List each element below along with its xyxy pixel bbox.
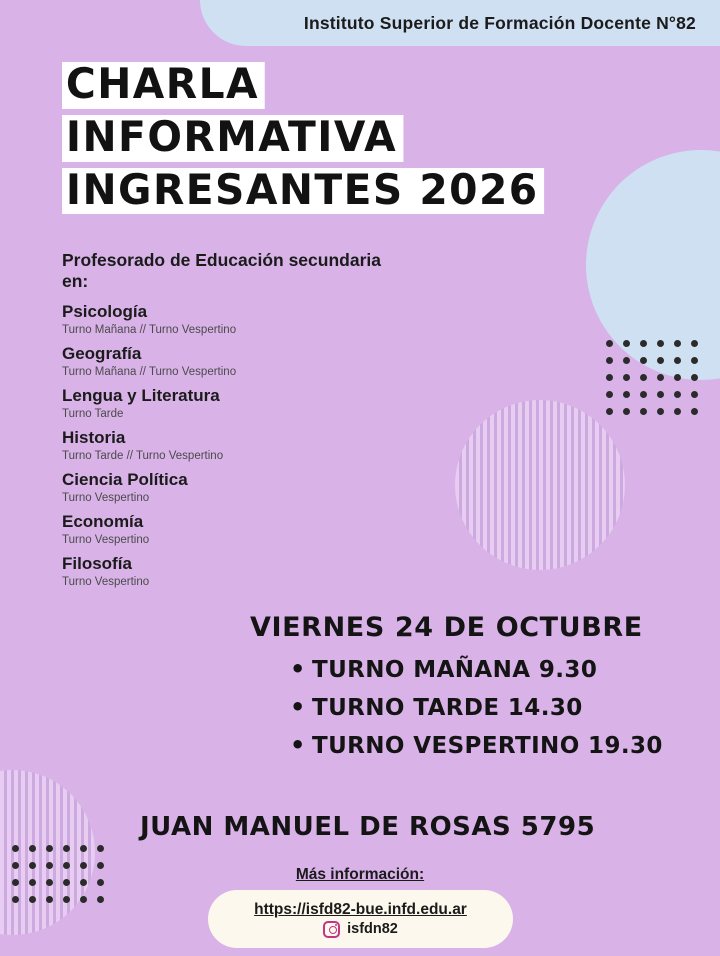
career-shift: Turno Tarde: [62, 408, 124, 420]
instagram-handle: isfdn82: [347, 921, 398, 937]
event-time-item: • TURNO VESPERTINO 19.30: [312, 733, 710, 759]
career-shift: Turno Mañana // Turno Vespertino: [62, 366, 237, 378]
decorative-circle-striped-right: [455, 400, 625, 570]
careers-list: [62, 250, 392, 588]
career-shift: Turno Mañana // Turno Vespertino: [62, 324, 237, 336]
instagram-icon: [323, 921, 340, 938]
career-shift: Turno Vespertino: [62, 534, 150, 546]
more-info-label: Más información:: [295, 866, 425, 883]
instagram-row[interactable]: [323, 921, 398, 938]
career-name: Lengua y Literatura: [62, 386, 220, 405]
career-shift: Turno Vespertino: [62, 576, 150, 588]
career-name: Psicología: [62, 302, 148, 321]
decorative-dot-grid-right: [606, 340, 698, 415]
event-time-item: • TURNO MAÑANA 9.30: [312, 657, 710, 683]
page-title: [62, 59, 622, 220]
event-schedule: [250, 612, 710, 771]
career-name: Historia: [62, 428, 126, 447]
career-shift: Turno Tarde // Turno Vespertino: [62, 450, 224, 462]
event-time-item: • TURNO TARDE 14.30: [312, 695, 710, 721]
career-name: Ciencia Política: [62, 470, 188, 489]
career-name: Geografía: [62, 344, 142, 363]
careers-intro: Profesorado de Educación secundaria en:: [62, 250, 381, 291]
website-link[interactable]: https://isfd82-bue.infd.edu.ar: [254, 900, 467, 918]
career-shift: Turno Vespertino: [62, 492, 150, 504]
event-date: VIERNES 24 DE OCTUBRE: [250, 612, 643, 643]
title-line-1: CHARLA: [62, 62, 265, 109]
title-line-2: INFORMATIVA: [62, 115, 403, 162]
contact-pill: [208, 890, 513, 948]
career-name: Economía: [62, 512, 144, 531]
event-time-list: [250, 657, 710, 759]
institution-name: Instituto Superior de Formación Docente N°82: [303, 12, 696, 33]
career-name: Filosofía: [62, 554, 132, 573]
title-line-3: INGRESANTES 2026: [62, 168, 544, 215]
event-address: JUAN MANUEL DE ROSAS 5795: [140, 812, 596, 842]
